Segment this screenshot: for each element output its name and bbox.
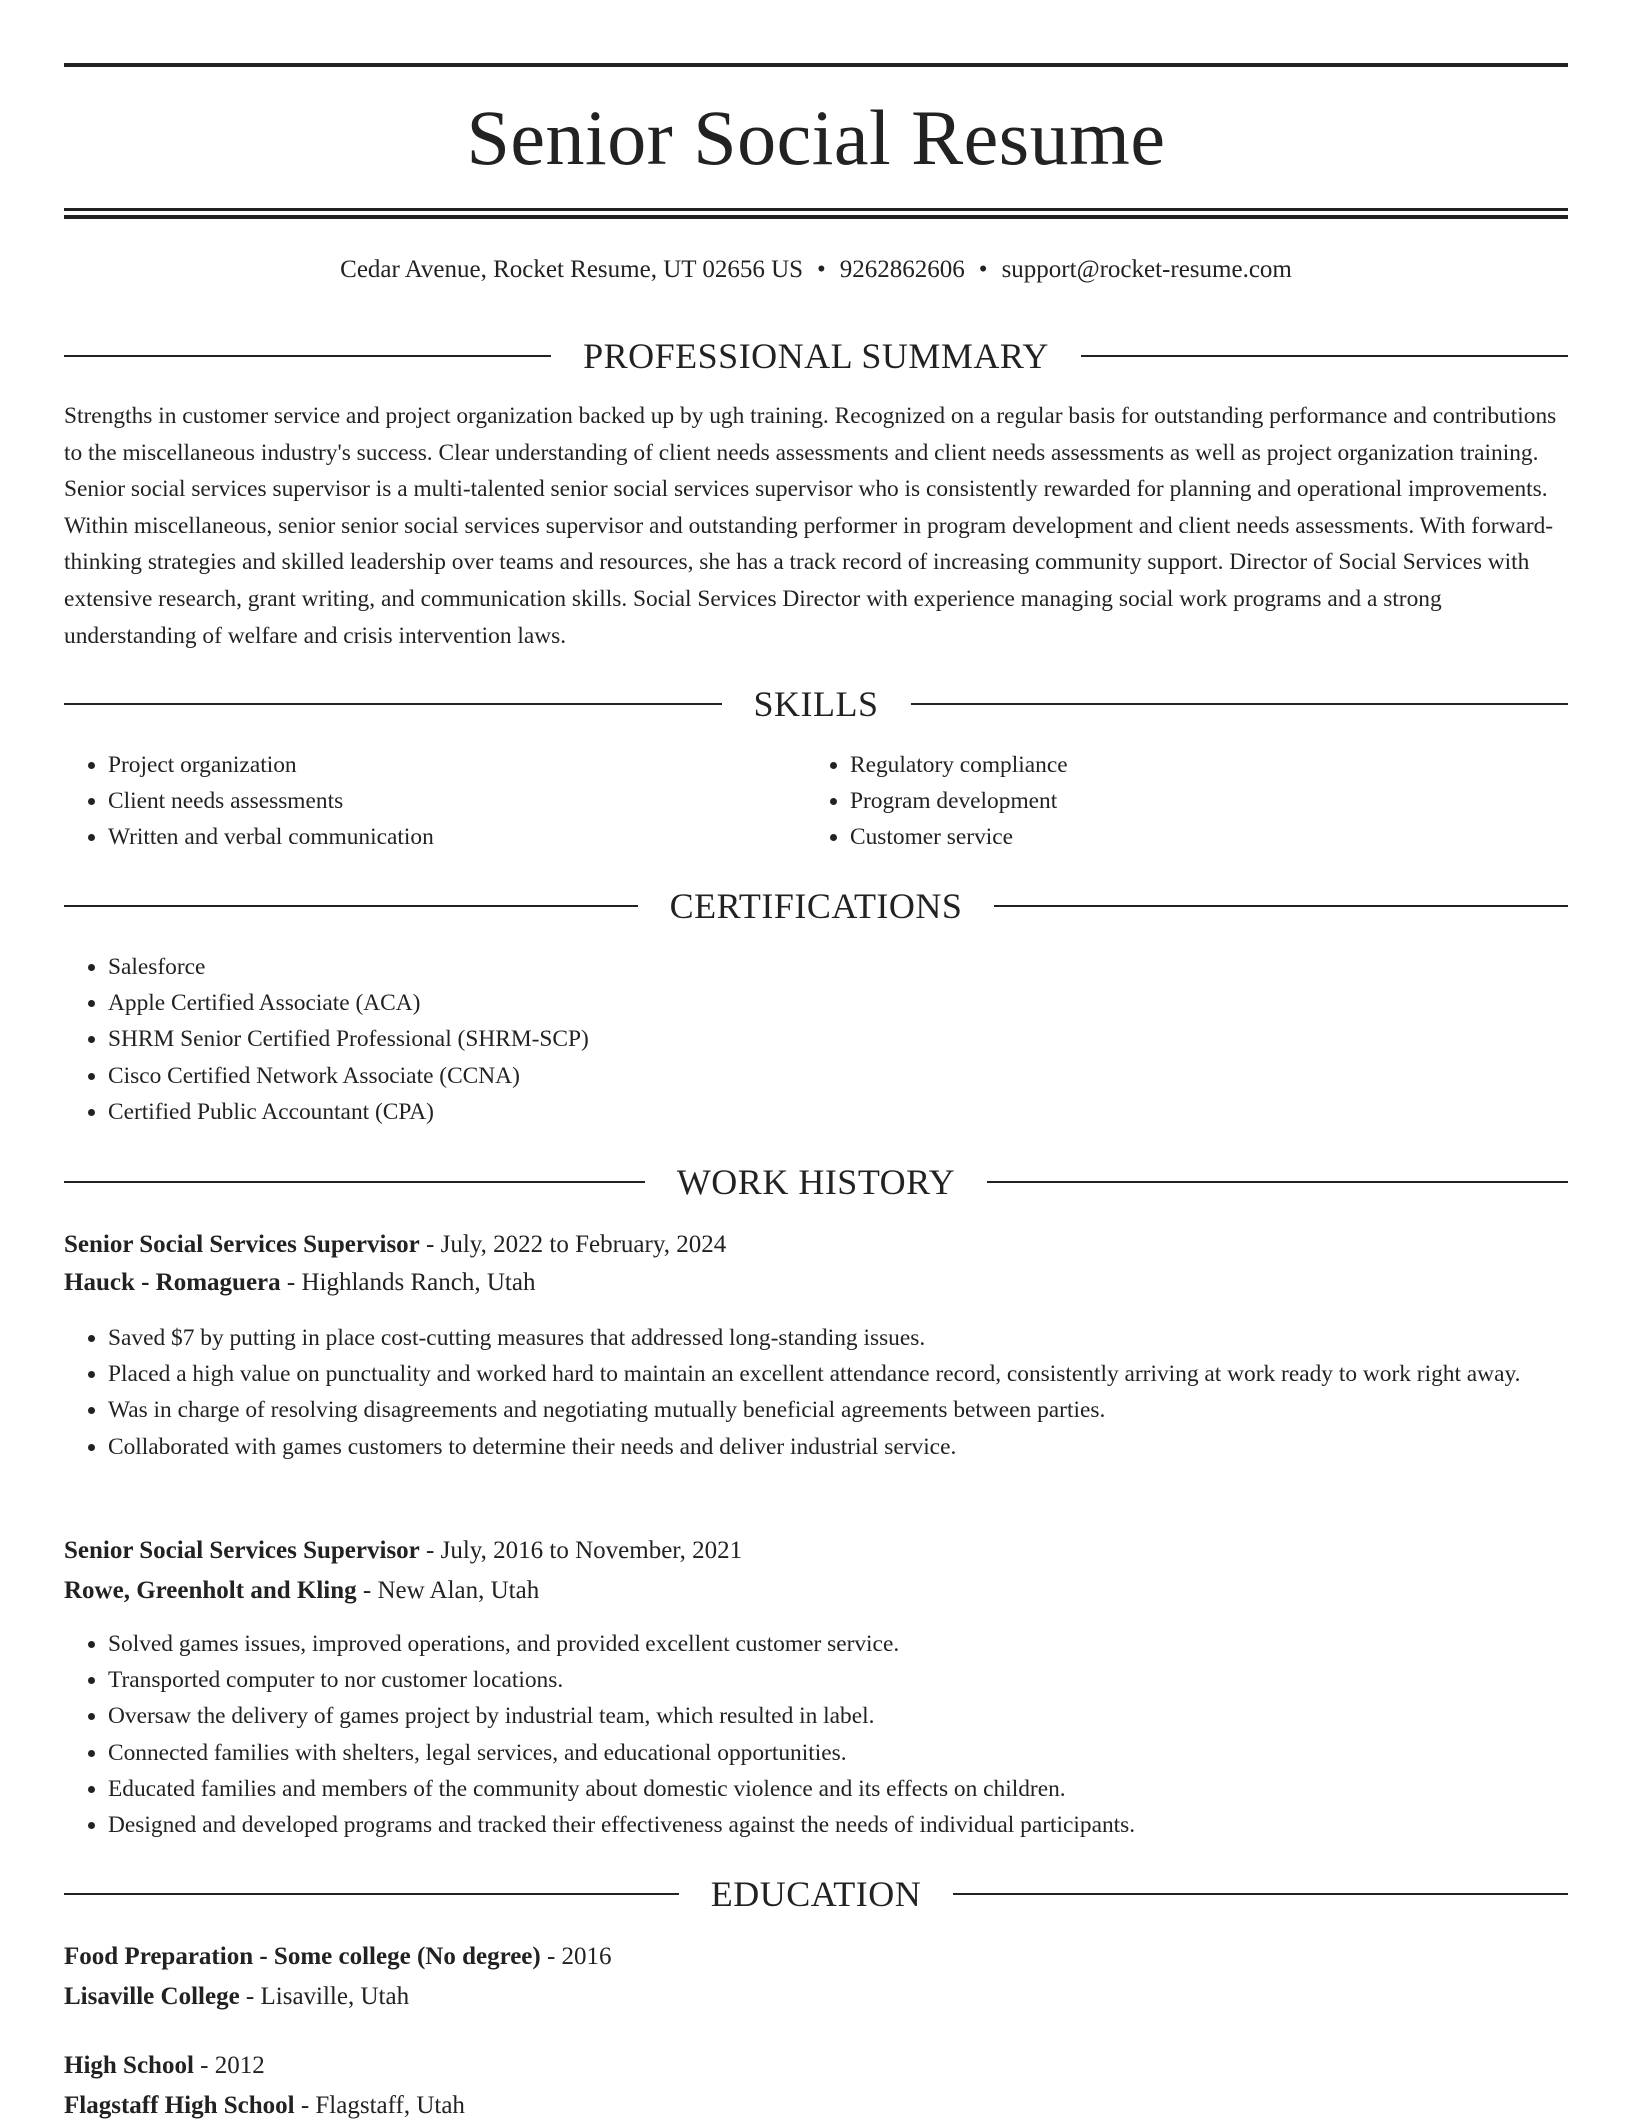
contact-email: support@rocket-resume.com <box>1001 256 1292 283</box>
education-location: - Flagstaff, Utah <box>294 2092 465 2119</box>
heading-rule <box>987 1181 1568 1183</box>
education-degree: Food Preparation - Some college (No degree) <box>64 1943 541 1970</box>
duty-item: • Collaborated with games customers to determine their needs and deliver industrial service. <box>108 1429 1568 1465</box>
job-title-line <box>64 1533 1568 1569</box>
job-title: Senior Social Services Supervisor <box>64 1537 420 1564</box>
section-title: EDUCATION <box>710 1874 922 1914</box>
education-school-line <box>64 2088 1568 2124</box>
contact-line <box>64 253 1568 287</box>
title-rule-upper <box>64 208 1568 211</box>
contact-phone: 9262862606 <box>839 256 965 283</box>
certification-item: • Cisco Certified Network Associate (CCNA) <box>108 1058 1568 1094</box>
duty-item: • Designed and developed programs and tracked their effectiveness against the needs of individual participants. <box>108 1807 1568 1843</box>
contact-address: Cedar Avenue, Rocket Resume, UT 02656 US <box>340 256 804 283</box>
job-dates: - July, 2016 to November, 2021 <box>419 1537 743 1564</box>
skill-item: • Project organization <box>108 747 806 783</box>
certification-item: • SHRM Senior Certified Professional (SHRM-SCP) <box>108 1021 1568 1057</box>
education-heading <box>64 1872 1568 1916</box>
skill-item: • Customer service <box>850 819 1568 855</box>
heading-rule <box>994 905 1568 907</box>
job-company: Hauck - Romaguera <box>64 1269 281 1296</box>
certification-item: • Certified Public Accountant (CPA) <box>108 1094 1568 1130</box>
heading-rule <box>64 905 638 907</box>
job-duties <box>64 1320 1568 1465</box>
skills-heading <box>64 682 1568 726</box>
section-title: PROFESSIONAL SUMMARY <box>583 336 1049 376</box>
duty-item: • Transported computer to nor customer locations. <box>108 1662 1568 1698</box>
work-history-heading <box>64 1160 1568 1204</box>
certifications-heading <box>64 884 1568 928</box>
top-rule <box>64 63 1568 67</box>
skill-item: • Regulatory compliance <box>850 747 1568 783</box>
education-degree: High School <box>64 2052 194 2079</box>
section-title: WORK HISTORY <box>676 1162 956 1202</box>
job-location: - New Alan, Utah <box>356 1577 540 1604</box>
certification-item: • Salesforce <box>108 949 1568 985</box>
certifications-list <box>64 949 1568 1130</box>
duty-item: • Placed a high value on punctuality and worked hard to maintain an excellent attendance record, consistently arriving at work ready to work right away. <box>108 1356 1568 1392</box>
contact-separator: • <box>817 256 826 283</box>
skill-item: • Client needs assessments <box>108 783 806 819</box>
skills-column-left <box>64 747 806 856</box>
heading-rule <box>64 1893 679 1895</box>
title-rule-lower <box>64 215 1568 219</box>
education-year: - 2016 <box>540 1943 612 1970</box>
duty-item: • Oversaw the delivery of games project by industrial team, which resulted in label. <box>108 1698 1568 1734</box>
job-company: Rowe, Greenholt and Kling <box>64 1577 357 1604</box>
heading-rule <box>1081 355 1568 357</box>
education-school-line <box>64 1979 1568 2015</box>
heading-rule <box>953 1893 1568 1895</box>
section-title: CERTIFICATIONS <box>669 886 963 926</box>
education-location: - Lisaville, Utah <box>239 1983 410 2010</box>
education-degree-line <box>64 1939 1568 1975</box>
skill-item: • Program development <box>850 783 1568 819</box>
education-year: - 2012 <box>193 2052 265 2079</box>
contact-separator: • <box>978 256 988 283</box>
job-title: Senior Social Services Supervisor <box>64 1231 420 1258</box>
heading-rule <box>64 703 722 705</box>
education-degree-line <box>64 2048 1568 2084</box>
section-title: SKILLS <box>753 684 879 724</box>
duty-item: • Saved $7 by putting in place cost-cutting measures that addressed long-standing issues. <box>108 1320 1568 1356</box>
education-school: Lisaville College <box>64 1983 240 2010</box>
job-location: - Highlands Ranch, Utah <box>280 1269 536 1296</box>
job-dates: - July, 2022 to February, 2024 <box>419 1231 727 1258</box>
job-duties <box>64 1626 1568 1843</box>
education-school: Flagstaff High School <box>64 2092 295 2119</box>
heading-rule <box>64 355 551 357</box>
summary-text: Strengths in customer service and project organization backed up by ugh training. Recognized on a regular basis for outstanding performance and contributions to the miscellaneous industry's success. Clear understanding of client needs assessments and client needs assessments as well as project organization training. Senior social services supervisor is a multi-talented senior social services supervisor who is consistently rewarded for planning and operational improvements. Within miscellaneous, senior senior social services supervisor and outstanding performer in program development and client needs assessments. With forward-thinking strategies and skilled leadership over teams and resources, she has a track record of increasing community support. Director of Social Services with extensive research, grant writing, and communication skills. Social Services Director with experience managing social work programs and a strong understanding of welfare and crisis intervention laws. <box>64 403 1557 649</box>
job-company-line <box>64 1573 1568 1609</box>
summary-heading <box>64 334 1568 378</box>
duty-item: • Solved games issues, improved operations, and provided excellent customer service. <box>108 1626 1568 1662</box>
job-company-line <box>64 1265 1568 1301</box>
skills-column-right <box>806 747 1568 856</box>
duty-item: • Was in charge of resolving disagreements and negotiating mutually beneficial agreements between parties. <box>108 1392 1568 1428</box>
duty-item: • Educated families and members of the community about domestic violence and its effects on children. <box>108 1771 1568 1807</box>
duty-item: • Connected families with shelters, legal services, and educational opportunities. <box>108 1735 1568 1771</box>
heading-rule <box>64 1181 645 1183</box>
certification-item: • Apple Certified Associate (ACA) <box>108 985 1568 1021</box>
resume-title: Senior Social Resume <box>466 94 1166 181</box>
job-title-line <box>64 1227 1568 1263</box>
heading-rule <box>911 703 1569 705</box>
skill-item: • Written and verbal communication <box>108 819 806 855</box>
